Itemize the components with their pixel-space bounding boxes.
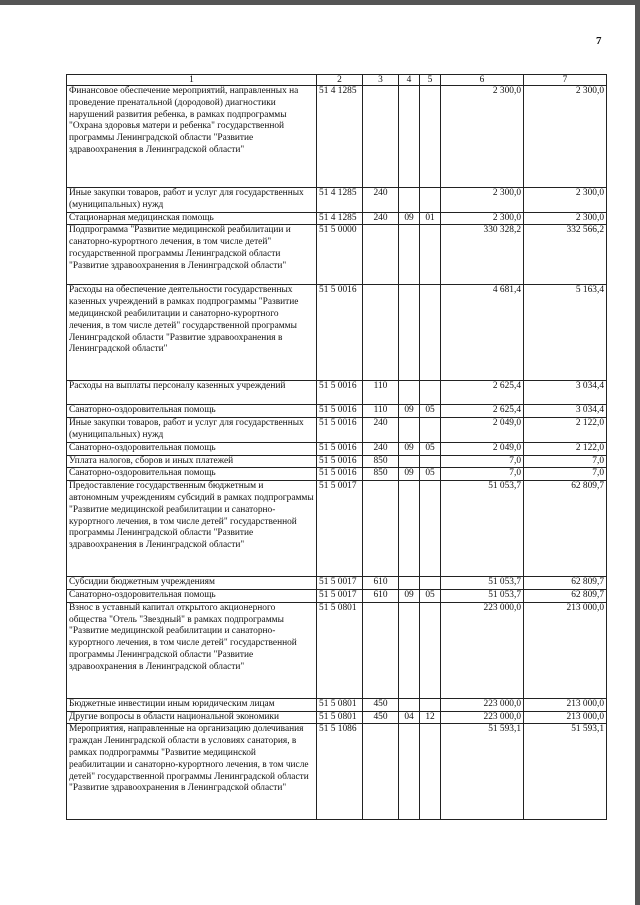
row-expense-type: 450: [363, 711, 399, 724]
row-code: 51 5 0016: [317, 418, 363, 443]
row-amount-1: 2 300,0: [441, 212, 524, 225]
row-amount-2: 2 122,0: [524, 418, 607, 443]
row-section: [399, 481, 420, 577]
row-name: Другие вопросы в области национальной экономики: [67, 711, 317, 724]
row-amount-1: 51 053,7: [441, 481, 524, 577]
row-amount-1: 7,0: [441, 455, 524, 468]
row-expense-type: 110: [363, 381, 399, 405]
header-cell: 3: [363, 75, 399, 86]
row-expense-type: 240: [363, 442, 399, 455]
row-subsection: [420, 381, 441, 405]
row-amount-1: 51 053,7: [441, 589, 524, 602]
row-subsection: 05: [420, 405, 441, 418]
table-row: [67, 589, 607, 602]
table-row: [67, 455, 607, 468]
row-amount-2: 62 809,7: [524, 481, 607, 577]
row-expense-type: 240: [363, 188, 399, 213]
table-row: [67, 418, 607, 443]
row-subsection: 12: [420, 711, 441, 724]
row-code: 51 5 0017: [317, 589, 363, 602]
row-subsection: [420, 225, 441, 285]
row-expense-type: 110: [363, 405, 399, 418]
row-subsection: [420, 724, 441, 820]
row-section: 09: [399, 468, 420, 481]
row-subsection: [420, 602, 441, 698]
row-name: Бюджетные инвестиции иным юридическим лицам: [67, 698, 317, 711]
row-amount-2: 7,0: [524, 455, 607, 468]
row-section: [399, 724, 420, 820]
row-subsection: [420, 188, 441, 213]
row-subsection: [420, 455, 441, 468]
row-amount-2: 51 593,1: [524, 724, 607, 820]
row-code: 51 5 0016: [317, 285, 363, 381]
row-expense-type: 610: [363, 589, 399, 602]
row-name: Взнос в уставный капитал открытого акционерного общества "Отель "Звездный" в рамках подпрограммы "Развитие медицинской реабилитации и санаторно-курортного лечения, в том числе детей" государственной программы Ленинградской области "Развитие здравоохранения в Ленинградской области": [67, 602, 317, 698]
scan-edge-right: [635, 0, 640, 905]
row-section: 04: [399, 711, 420, 724]
row-expense-type: [363, 602, 399, 698]
table-header-row: [67, 75, 607, 86]
row-name: Санаторно-оздоровительная помощь: [67, 405, 317, 418]
row-section: [399, 225, 420, 285]
row-expense-type: [363, 724, 399, 820]
row-subsection: [420, 285, 441, 381]
row-subsection: 05: [420, 589, 441, 602]
row-name: Иные закупки товаров, работ и услуг для государственных (муниципальных) нужд: [67, 418, 317, 443]
row-expense-type: [363, 285, 399, 381]
header-cell: 4: [399, 75, 420, 86]
row-expense-type: 850: [363, 468, 399, 481]
row-code: 51 5 0016: [317, 468, 363, 481]
row-amount-1: 330 328,2: [441, 225, 524, 285]
table-row: [67, 602, 607, 698]
row-amount-2: 332 566,2: [524, 225, 607, 285]
row-amount-1: 2 300,0: [441, 188, 524, 213]
row-section: [399, 381, 420, 405]
row-name: Финансовое обеспечение мероприятий, направленных на проведение пренатальной (дородовой) диагностики нарушений развития ребенка, в рамках подпрограммы "Охрана здоровья матери и ребенка" государственной программы Ленинградской области "Развитие здравоохранения в Ленинградской области": [67, 86, 317, 188]
row-subsection: 01: [420, 212, 441, 225]
row-amount-1: 51 593,1: [441, 724, 524, 820]
row-code: 51 5 0801: [317, 711, 363, 724]
row-subsection: [420, 418, 441, 443]
row-code: 51 5 0016: [317, 405, 363, 418]
row-name: Расходы на выплаты персоналу казенных учреждений: [67, 381, 317, 405]
row-expense-type: 240: [363, 418, 399, 443]
row-subsection: 05: [420, 442, 441, 455]
row-name: Санаторно-оздоровительная помощь: [67, 442, 317, 455]
header-cell: 5: [420, 75, 441, 86]
row-code: 51 4 1285: [317, 212, 363, 225]
table-row: [67, 225, 607, 285]
row-section: [399, 285, 420, 381]
row-amount-2: 3 034,4: [524, 381, 607, 405]
row-amount-2: 7,0: [524, 468, 607, 481]
row-amount-2: 62 809,7: [524, 577, 607, 590]
table-row: [67, 188, 607, 213]
row-expense-type: 450: [363, 698, 399, 711]
row-name: Иные закупки товаров, работ и услуг для государственных (муниципальных) нужд: [67, 188, 317, 213]
row-section: 09: [399, 589, 420, 602]
row-code: 51 4 1285: [317, 86, 363, 188]
row-subsection: 05: [420, 468, 441, 481]
row-name: Субсидии бюджетным учреждениям: [67, 577, 317, 590]
row-amount-2: 2 122,0: [524, 442, 607, 455]
row-amount-1: 7,0: [441, 468, 524, 481]
table-row: [67, 698, 607, 711]
row-code: 51 5 0017: [317, 577, 363, 590]
table-row: [67, 724, 607, 820]
row-amount-2: 2 300,0: [524, 212, 607, 225]
header-cell: 7: [524, 75, 607, 86]
row-name: Мероприятия, направленные на организацию долечивания граждан Ленинградской области в условиях санатория, в рамках подпрограммы "Развитие медицинской реабилитации и санаторно-курортного лечения, в том числе детей" государственной программы Ленинградской области "Развитие здравоохранения в Ленинградской области": [67, 724, 317, 820]
row-code: 51 5 1086: [317, 724, 363, 820]
row-name: Уплата налогов, сборов и иных платежей: [67, 455, 317, 468]
row-name: Санаторно-оздоровительная помощь: [67, 589, 317, 602]
row-name: Подпрограмма "Развитие медицинской реабилитации и санаторно-курортного лечения, в том числе детей" государственной программы Ленинградской области "Развитие здравоохранения в Ленинградской области": [67, 225, 317, 285]
row-code: 51 5 0017: [317, 481, 363, 577]
row-code: 51 5 0000: [317, 225, 363, 285]
row-expense-type: 240: [363, 212, 399, 225]
row-amount-1: 51 053,7: [441, 577, 524, 590]
row-amount-2: 213 000,0: [524, 711, 607, 724]
row-amount-1: 2 300,0: [441, 86, 524, 188]
header-cell: 2: [317, 75, 363, 86]
page-number: 7: [596, 35, 602, 47]
row-amount-2: 3 034,4: [524, 405, 607, 418]
table-row: [67, 577, 607, 590]
row-amount-1: 4 681,4: [441, 285, 524, 381]
row-amount-1: 223 000,0: [441, 711, 524, 724]
header-cell: 1: [67, 75, 317, 86]
row-section: [399, 188, 420, 213]
row-code: 51 5 0801: [317, 698, 363, 711]
table-body: [67, 86, 607, 820]
row-code: 51 5 0016: [317, 442, 363, 455]
row-amount-1: 2 049,0: [441, 442, 524, 455]
table-row: [67, 468, 607, 481]
row-section: [399, 698, 420, 711]
row-amount-2: 5 163,4: [524, 285, 607, 381]
row-code: 51 5 0801: [317, 602, 363, 698]
row-section: [399, 577, 420, 590]
table-row: [67, 442, 607, 455]
row-name: Стационарная медицинская помощь: [67, 212, 317, 225]
table-row: [67, 285, 607, 381]
row-subsection: [420, 481, 441, 577]
row-expense-type: [363, 86, 399, 188]
table-row: [67, 711, 607, 724]
row-name: Предоставление государственным бюджетным и автономным учреждениям субсидий в рамках подпрограммы "Развитие медицинской реабилитации и санаторно-курортного лечения, в том числе детей" государственной программы Ленинградской области "Развитие здравоохранения в Ленинградской области": [67, 481, 317, 577]
row-amount-2: 213 000,0: [524, 698, 607, 711]
table-row: [67, 86, 607, 188]
row-amount-2: 2 300,0: [524, 86, 607, 188]
row-section: 09: [399, 212, 420, 225]
row-expense-type: 850: [363, 455, 399, 468]
header-cell: 6: [441, 75, 524, 86]
row-section: [399, 86, 420, 188]
budget-table: [66, 74, 607, 820]
row-subsection: [420, 698, 441, 711]
row-name: Расходы на обеспечение деятельности государственных казенных учреждений в рамках подпрограммы "Развитие медицинской реабилитации и санаторно-курортного лечения, в том числе детей" государственной программы Ленинградской области "Развитие здравоохранения в Ленинградской области": [67, 285, 317, 381]
row-section: [399, 418, 420, 443]
row-section: 09: [399, 405, 420, 418]
row-expense-type: [363, 481, 399, 577]
table-row: [67, 481, 607, 577]
row-code: 51 5 0016: [317, 455, 363, 468]
scan-edge-top: [0, 0, 640, 5]
row-expense-type: [363, 225, 399, 285]
row-name: Санаторно-оздоровительная помощь: [67, 468, 317, 481]
row-subsection: [420, 86, 441, 188]
row-amount-2: 213 000,0: [524, 602, 607, 698]
table-row: [67, 212, 607, 225]
row-amount-1: 2 625,4: [441, 381, 524, 405]
row-code: 51 4 1285: [317, 188, 363, 213]
row-amount-2: 62 809,7: [524, 589, 607, 602]
row-amount-1: 223 000,0: [441, 698, 524, 711]
row-amount-1: 223 000,0: [441, 602, 524, 698]
row-subsection: [420, 577, 441, 590]
row-section: 09: [399, 442, 420, 455]
row-section: [399, 455, 420, 468]
table-row: [67, 381, 607, 405]
table-row: [67, 405, 607, 418]
row-section: [399, 602, 420, 698]
row-amount-1: 2 049,0: [441, 418, 524, 443]
row-amount-2: 2 300,0: [524, 188, 607, 213]
row-expense-type: 610: [363, 577, 399, 590]
row-code: 51 5 0016: [317, 381, 363, 405]
row-amount-1: 2 625,4: [441, 405, 524, 418]
